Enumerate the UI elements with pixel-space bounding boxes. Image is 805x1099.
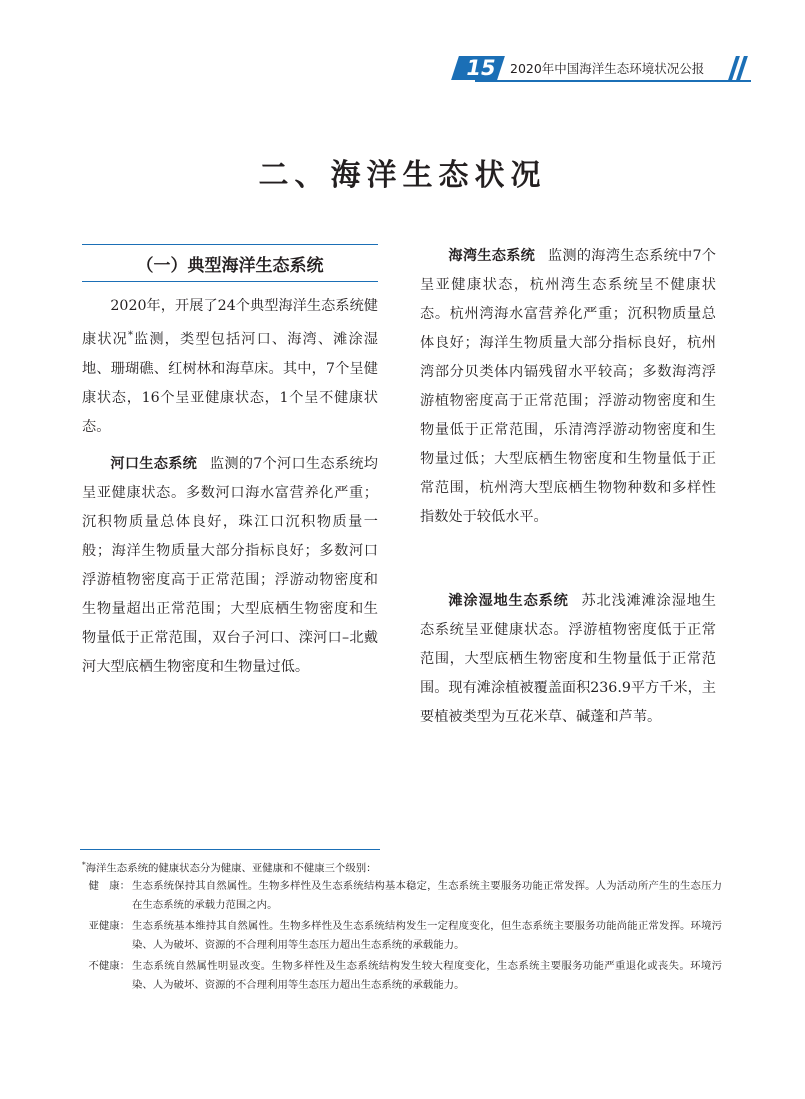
header-rule xyxy=(475,80,751,82)
chapter-title: 二、海洋生态状况 xyxy=(258,158,547,193)
estuary-paragraph xyxy=(82,450,378,682)
bay-lead: 海湾生态系统 xyxy=(448,248,536,264)
bay-text: 监测的海湾生态系统中7个呈亚健康状态，杭州湾生态系统呈不健康状态。杭州湾海水富营养化严重；沉积物质量总体良好；海洋生物质量大部分指标良好，杭州湾部分贝类体内镉残留水平较高；多数海湾浮游植物密度高于正常范围；浮游动物密度和生物量低于正常范围，乐清湾浮游动物密度和生物量过低；大型底栖生物密度和生物量低于正常范围，杭州湾大型底栖生物物种数和多样性指数处于较低水平。 xyxy=(420,248,716,525)
tidal-lead: 滩涂湿地生态系统 xyxy=(448,593,569,609)
footnote-term: 不健康： xyxy=(88,960,130,972)
estuary-lead: 河口生态系统 xyxy=(110,456,198,472)
section-heading-box xyxy=(82,244,378,282)
intro-text-before: 2020年，开展了24个典型海洋生态系统健康状况 xyxy=(82,298,378,348)
footnote-desc: 生态系统基本维持其自然属性。生物多样性及生态系统结构发生一定程度变化，但生态系统主要服务功能尚能正常发挥。环境污染、人为破坏、资源的不合理利用等生态压力超出生态系统的承载能力。 xyxy=(132,920,722,951)
intro-paragraph xyxy=(82,292,378,442)
tidal-text: 苏北浅滩滩涂湿地生态系统呈亚健康状态。浮游植物密度低于正常范围，大型底栖生物密度和生物量低于正常范围。现有滩涂植被覆盖面积236.9平方千米，主要植被类型为互花米草、碱蓬和芦苇。 xyxy=(420,593,716,725)
page-header xyxy=(455,54,755,84)
footnote-desc: 生态系统保持其自然属性。生物多样性及生态系统结构基本稳定，生态系统主要服务功能正常发挥。人为活动所产生的生态压力在生态系统的承载力范围之内。 xyxy=(132,880,722,911)
report-title: 2020年中国海洋生态环境状况公报 xyxy=(510,61,705,76)
footnote-rule xyxy=(80,849,380,850)
estuary-text: 监测的7个河口生态系统均呈亚健康状态。多数河口海水富营养化严重；沉积物质量总体良好，珠江口沉积物质量一般；海洋生物质量大部分指标良好；多数河口浮游植物密度高于正常范围；浮游动物密度和生物量超出正常范围；大型底栖生物密度和生物量低于正常范围，双台子河口、滦河口–北戴河大型底栖生物密度和生物量过低。 xyxy=(82,456,378,675)
tidal-paragraph xyxy=(420,587,716,732)
intro-text-after: 监测，类型包括河口、海湾、滩涂湿地、珊瑚礁、红树林和海草床。其中，7个呈健康状态，16个呈亚健康状态，1个呈不健康状态。 xyxy=(82,331,378,435)
footnote-term: 亚健康： xyxy=(88,920,130,932)
footnote-heading-text: 海洋生态系统的健康状态分为健康、亚健康和不健康三个级别： xyxy=(85,862,377,875)
footnote-ref-mark: * xyxy=(127,330,133,341)
section-title: （一）典型海洋生态系统 xyxy=(136,256,324,276)
bay-paragraph xyxy=(420,242,716,532)
footnote-term: 健 康： xyxy=(88,880,130,892)
page-number: 15 xyxy=(466,56,496,80)
footnote-mark: * xyxy=(82,860,86,869)
footnote-heading xyxy=(82,855,377,878)
footnote-desc: 生态系统自然属性明显改变。生物多样性及生态系统结构发生较大程度变化，生态系统主要服务功能严重退化或丧失。环境污染、人为破坏、资源的不合理利用等生态压力超出生态系统的承载能力。 xyxy=(132,960,722,991)
